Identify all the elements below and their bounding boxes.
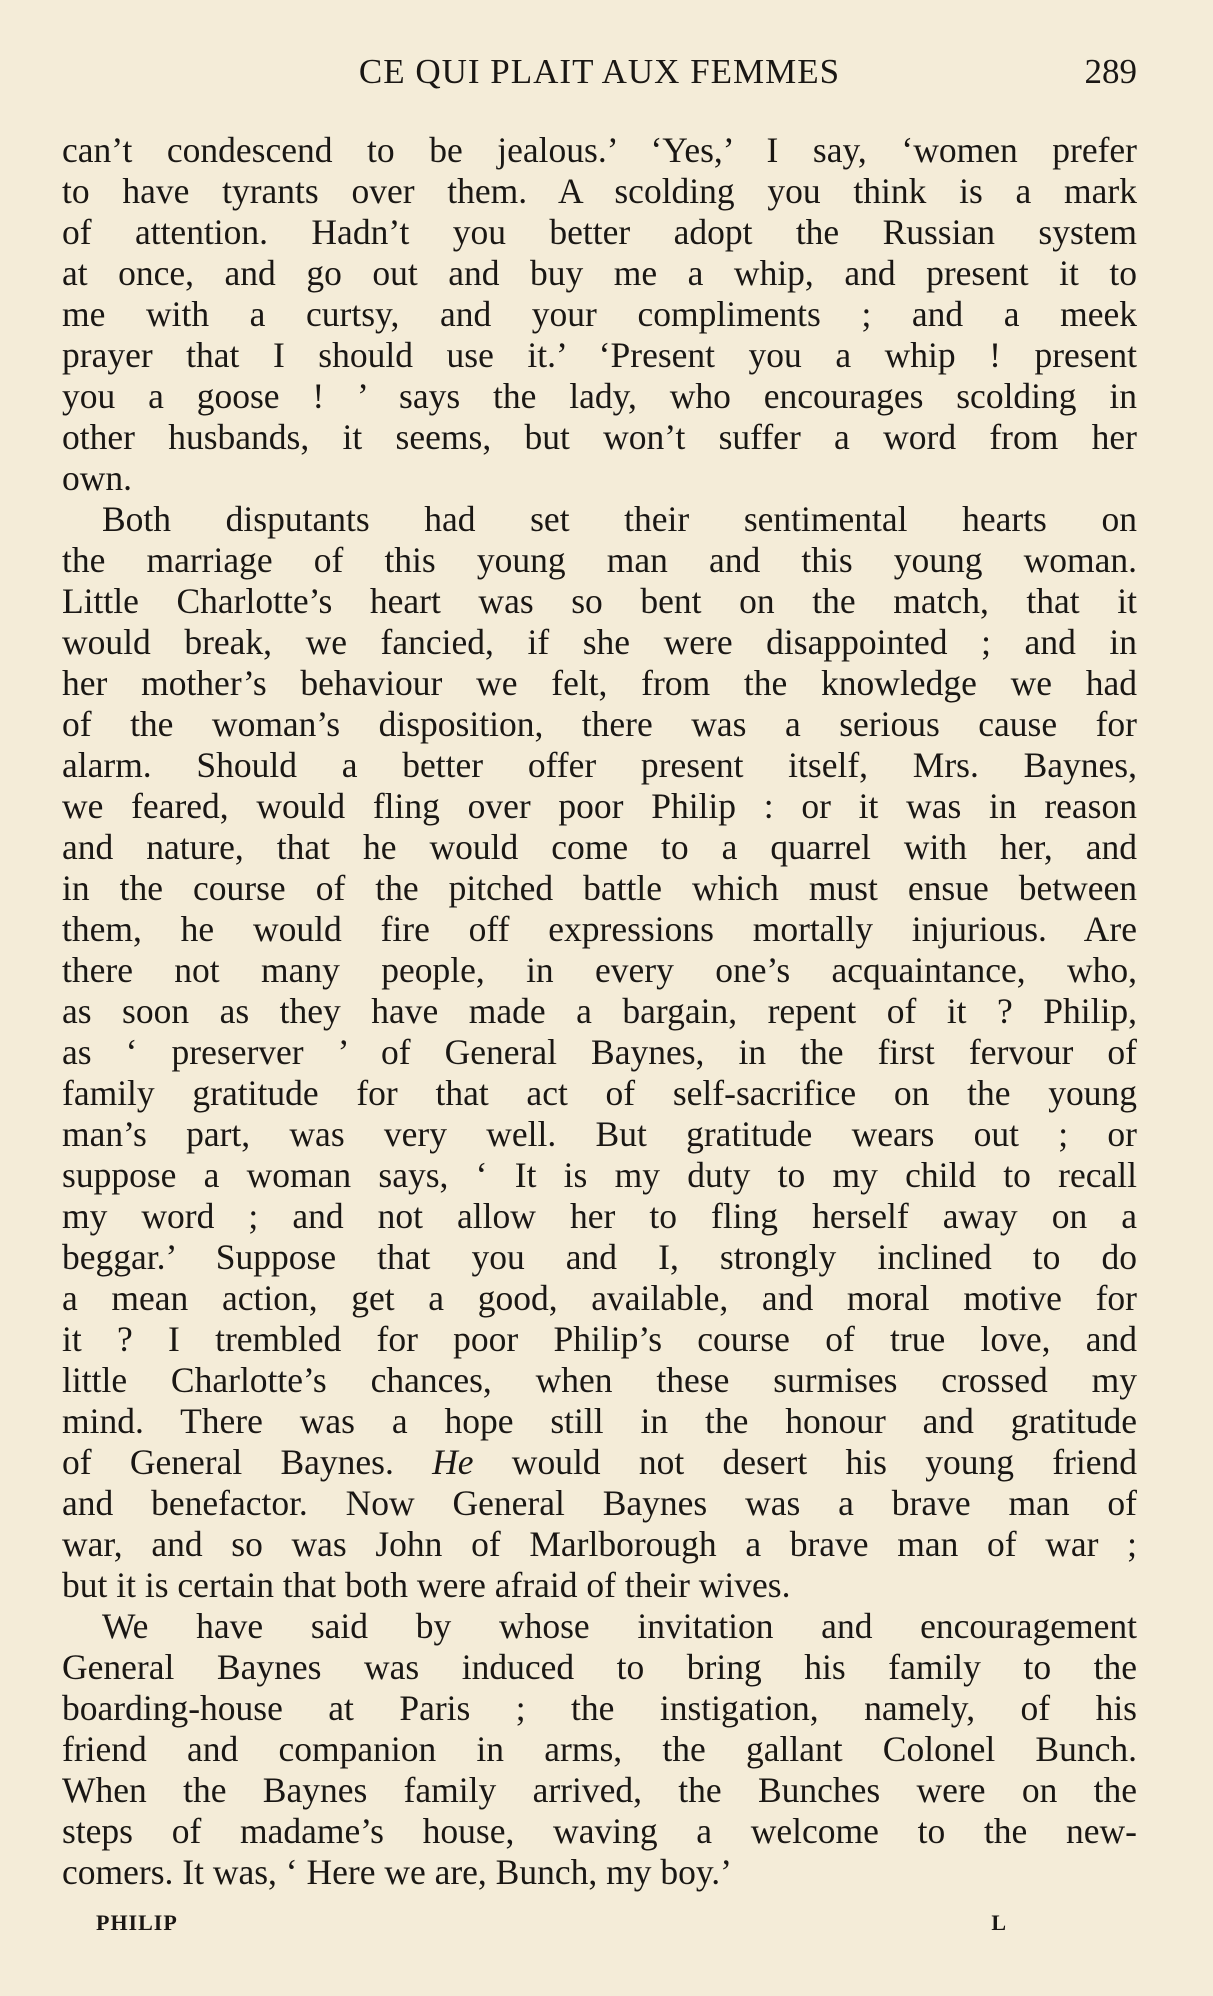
text-line: me with a curtsy, and your compliments ; and a meek	[62, 294, 1137, 334]
text-line: it ? I trembled for poor Philip’s course of true love, and	[62, 1319, 1137, 1359]
text-line: steps of madame’s house, waving a welcome to the new-	[62, 1811, 1137, 1851]
text-line: We have said by whose invitation and encouragement	[102, 1606, 1137, 1646]
text-line: prayer that I should use it.’ ‘Present you a whip ! present	[62, 335, 1137, 375]
text-line: and benefactor. Now General Baynes was a brave man of	[62, 1483, 1137, 1523]
signature-mark: L	[991, 1910, 1006, 1935]
text-line: we feared, would fling over poor Philip : or it was in reason	[62, 786, 1137, 826]
text-line: the marriage of this young man and this young woman.	[62, 540, 1137, 580]
text-line: boarding-house at Paris ; the instigation, namely, of his	[62, 1688, 1137, 1728]
text-line: but it is certain that both were afraid of their wives.	[62, 1565, 791, 1605]
text-line: at once, and go out and buy me a whip, and present it to	[62, 253, 1137, 293]
text-line: of the woman’s disposition, there was a serious cause for	[62, 704, 1137, 744]
text-line: as ‘ preserver ’ of General Baynes, in the first fervour of	[62, 1032, 1137, 1072]
text-line: suppose a woman says, ‘ It is my duty to my child to recall	[62, 1155, 1137, 1195]
text-line: them, he would fire off expressions mortally injurious. Are	[62, 909, 1137, 949]
signature: PHILIP	[96, 1910, 178, 1935]
text-line: there not many people, in every one’s acquaintance, who,	[62, 950, 1137, 990]
text-line: family gratitude for that act of self-sacrifice on the young	[62, 1073, 1137, 1113]
text-line: her mother’s behaviour we felt, from the knowledge we had	[62, 663, 1137, 703]
text-line: When the Baynes family arrived, the Bunches were on the	[62, 1770, 1137, 1810]
running-title: CE QUI PLAIT AUX FEMMES	[358, 52, 841, 91]
text-line: alarm. Should a better offer present itself, Mrs. Baynes,	[62, 745, 1137, 785]
text-line: in the course of the pitched battle which must ensue between	[62, 868, 1137, 908]
text-line: General Baynes was induced to bring his family to the	[62, 1647, 1137, 1687]
text-line: Both disputants had set their sentimental hearts on	[102, 499, 1137, 539]
text-line: would break, we fancied, if she were disappointed ; and in	[62, 622, 1137, 662]
text-line: little Charlotte’s chances, when these surmises crossed my	[62, 1360, 1137, 1400]
text-line: friend and companion in arms, the gallant Colonel Bunch.	[62, 1729, 1137, 1769]
running-head	[62, 52, 1137, 102]
page-number: 289	[1084, 52, 1137, 91]
signature-line	[96, 1910, 1006, 1940]
text-line: war, and so was John of Marlborough a brave man of war ;	[62, 1524, 1137, 1564]
text-line: of attention. Hadn’t you better adopt the Russian system	[62, 212, 1137, 252]
text-line: my word ; and not allow her to fling herself away on a	[62, 1196, 1137, 1236]
text-line: you a goose ! ’ says the lady, who encourages scolding in	[62, 376, 1137, 416]
text-run: would not desert his young friend	[473, 1442, 1137, 1482]
text-line: to have tyrants over them. A scolding you think is a mark	[62, 171, 1137, 211]
text-line: man’s part, was very well. But gratitude wears out ; or	[62, 1114, 1137, 1154]
text-line	[62, 1442, 1137, 1483]
text-line: and nature, that he would come to a quarrel with her, and	[62, 827, 1137, 867]
body-text	[62, 130, 1137, 1893]
text-line: beggar.’ Suppose that you and I, strongly inclined to do	[62, 1237, 1137, 1277]
text-run: of General Baynes.	[62, 1442, 433, 1482]
text-line: can’t condescend to be jealous.’ ‘Yes,’ I say, ‘women prefer	[62, 130, 1137, 170]
text-line: Little Charlotte’s heart was so bent on the match, that it	[62, 581, 1137, 621]
text-line: own.	[62, 458, 133, 498]
text-line: a mean action, get a good, available, and moral motive for	[62, 1278, 1137, 1318]
text-line: comers. It was, ‘ Here we are, Bunch, my boy.’	[62, 1852, 732, 1892]
text-line: mind. There was a hope still in the honour and gratitude	[62, 1401, 1137, 1441]
text-line: other husbands, it seems, but won’t suffer a word from her	[62, 417, 1137, 457]
italic-text: He	[432, 1442, 474, 1482]
text-line: as soon as they have made a bargain, repent of it ? Philip,	[62, 991, 1137, 1031]
